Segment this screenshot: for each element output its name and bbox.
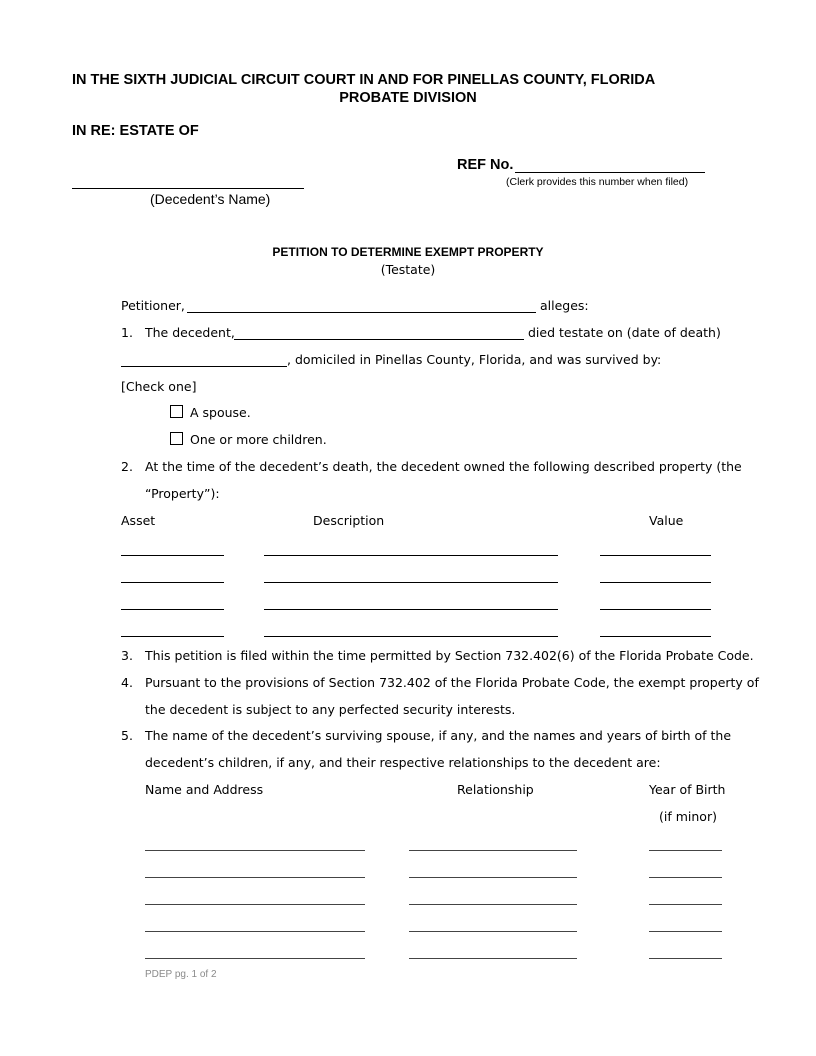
relationship-field[interactable] — [409, 931, 577, 932]
item5-line1: The name of the decedent’s surviving spouse, if any, and the names and years of birth of the — [145, 728, 732, 743]
relationship-field[interactable] — [409, 877, 577, 878]
item4-number: 4. — [121, 675, 133, 690]
item5-number: 5. — [121, 728, 133, 743]
item3-text: This petition is filed within the time permitted by Section 732.402(6) of the Florida Probate Code. — [145, 648, 754, 663]
asset-field[interactable] — [121, 582, 224, 583]
description-field[interactable] — [264, 582, 558, 583]
division-heading: PROBATE DIVISION — [339, 90, 477, 106]
name-address-field[interactable] — [145, 958, 365, 959]
value-field[interactable] — [600, 609, 711, 610]
relationship-field[interactable] — [409, 904, 577, 905]
petition-title: PETITION TO DETERMINE EXEMPT PROPERTY — [272, 245, 544, 259]
item5-line2: decedent’s children, if any, and their respective relationships to the decedent are: — [145, 755, 661, 770]
item3-number: 3. — [121, 648, 133, 663]
spouse-checkbox[interactable] — [170, 405, 183, 418]
value-field[interactable] — [600, 582, 711, 583]
spouse-option-label: A spouse. — [190, 405, 251, 420]
name-address-field[interactable] — [145, 904, 365, 905]
relationship-field[interactable] — [409, 850, 577, 851]
item4-line1: Pursuant to the provisions of Section 732.402 of the Florida Probate Code, the exempt property of — [145, 675, 759, 690]
asset-field[interactable] — [121, 609, 224, 610]
asset-field[interactable] — [121, 555, 224, 556]
asset-field[interactable] — [121, 636, 224, 637]
decedent-name-inline-field[interactable] — [234, 339, 524, 340]
item1-number: 1. — [121, 325, 133, 340]
in-re-label: IN RE: ESTATE OF — [72, 123, 199, 139]
children-checkbox[interactable] — [170, 432, 183, 445]
ref-label: REF No. — [457, 157, 514, 173]
name-address-column-header: Name and Address — [145, 782, 264, 797]
year-of-birth-field[interactable] — [649, 958, 722, 959]
page-footer: PDEP pg. 1 of 2 — [145, 969, 217, 980]
year-of-birth-field[interactable] — [649, 850, 722, 851]
value-field[interactable] — [600, 636, 711, 637]
clerk-note: (Clerk provides this number when filed) — [506, 176, 689, 188]
children-option-label: One or more children. — [190, 432, 327, 447]
year-of-birth-field[interactable] — [649, 931, 722, 932]
relationship-field[interactable] — [409, 958, 577, 959]
petition-subtitle: (Testate) — [380, 262, 436, 277]
item2-line1: At the time of the decedent’s death, the decedent owned the following described property (the — [145, 459, 742, 474]
description-field[interactable] — [264, 609, 558, 610]
value-column-header: Value — [649, 513, 684, 528]
value-field[interactable] — [600, 555, 711, 556]
year-of-birth-field[interactable] — [649, 877, 722, 878]
item2-line2: “Property”): — [145, 486, 220, 501]
item1-suffix: died testate on (date of death) — [528, 325, 721, 340]
name-address-field[interactable] — [145, 931, 365, 932]
description-column-header: Description — [313, 513, 385, 528]
year-of-birth-column-header: Year of Birth — [649, 782, 726, 797]
item2-number: 2. — [121, 459, 133, 474]
ref-number-field[interactable] — [515, 172, 705, 173]
relationship-column-header: Relationship — [457, 782, 534, 797]
court-heading: IN THE SIXTH JUDICIAL CIRCUIT COURT IN AND FOR PINELLAS COUNTY, FLORIDA — [72, 72, 656, 88]
year-of-birth-field[interactable] — [649, 904, 722, 905]
petitioner-prefix: Petitioner, — [121, 298, 185, 313]
item1-prefix: The decedent, — [145, 325, 235, 340]
description-field[interactable] — [264, 555, 558, 556]
name-address-field[interactable] — [145, 850, 365, 851]
date-of-death-field[interactable] — [121, 366, 287, 367]
decedent-name-label: (Decedent’s Name) — [150, 191, 271, 207]
asset-column-header: Asset — [121, 513, 156, 528]
petitioner-name-field[interactable] — [187, 312, 536, 313]
check-one-label: [Check one] — [121, 379, 197, 394]
decedent-name-field[interactable] — [72, 188, 304, 189]
name-address-field[interactable] — [145, 877, 365, 878]
description-field[interactable] — [264, 636, 558, 637]
item1-line2: , domiciled in Pinellas County, Florida, and was survived by: — [287, 352, 662, 367]
if-minor-note: (if minor) — [659, 809, 717, 824]
petitioner-suffix: alleges: — [540, 298, 589, 313]
item4-line2: the decedent is subject to any perfected security interests. — [145, 702, 516, 717]
